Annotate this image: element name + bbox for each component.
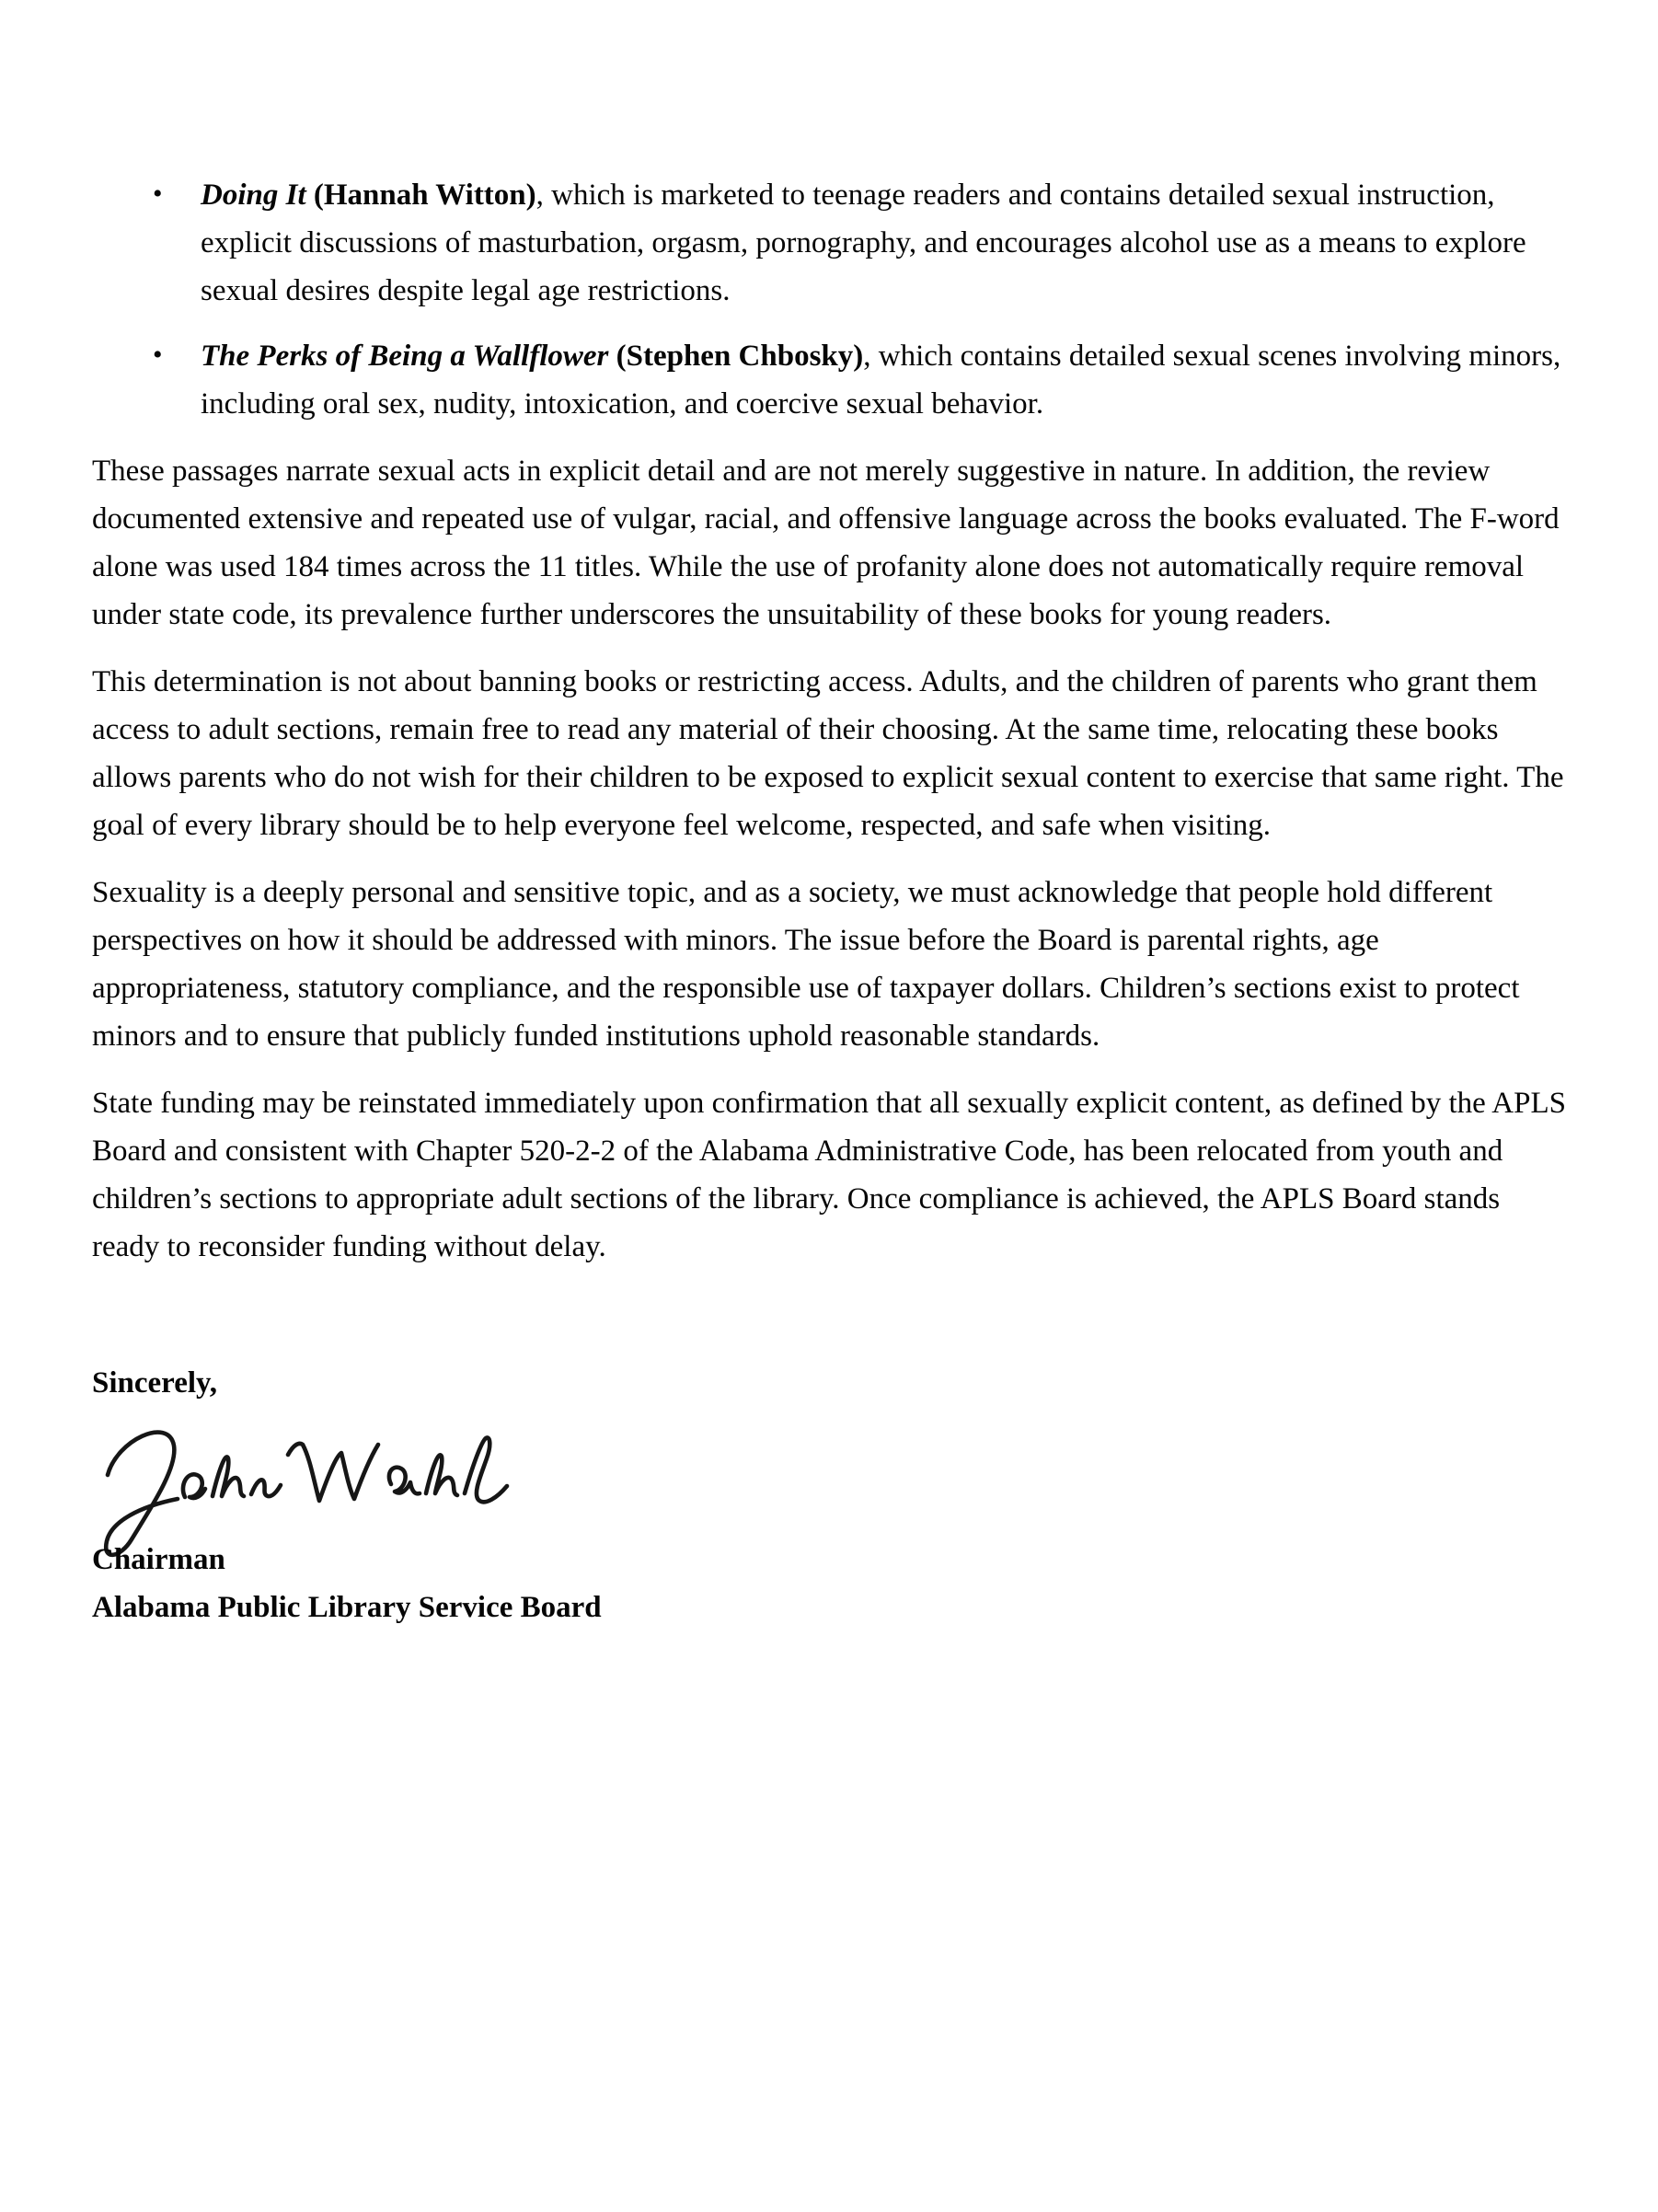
book-title: The Perks of Being a Wallflower (201, 340, 609, 373)
bullet-marker: • (153, 179, 163, 209)
signature-stroke (389, 1468, 420, 1494)
signature-stroke (213, 1457, 244, 1496)
book-description: , which is marketed to teenage readers and contains detailed sexual instruction, explicit discussions of masturbation, orgasm, pornography, and encourages alcohol use as a means to explore sexual desires despite legal age restrictions. (201, 179, 1526, 307)
list-item (92, 171, 1573, 315)
signature-stroke (426, 1455, 457, 1495)
book-entry (201, 179, 1526, 307)
book-list (92, 171, 1573, 428)
list-item (92, 332, 1573, 428)
book-author: (Stephen Chbosky) (608, 340, 864, 373)
signature-stroke (251, 1480, 281, 1496)
body-paragraph: Sexuality is a deeply personal and sensitive topic, and as a society, we must acknowledge that people hold different perspectives on how it should be addressed with minors. The issue before the Board is parental rights, age appropriateness, statutory compliance, and the responsible use of taxpayer dollars. Children’s sections exist to protect minors and to ensure that publicly funded institutions uphold reasonable standards. (92, 876, 1520, 1053)
body-paragraph: This determination is not about banning books or restricting access. Adults, and the children of parents who grant them access to adult sections, remain free to read any material of their choosing. At the same time, relocating these books allows parents who do not wish for their children to be exposed to explicit sexual content to exercise that same right. The goal of every library should be to help everyone feel welcome, respected, and safe when visiting. (92, 665, 1564, 842)
signature-stroke (465, 1438, 507, 1503)
signer-title: Chairman (92, 1543, 225, 1576)
book-description: , which contains detailed sexual scenes involving minors, including oral sex, nudity, intoxication, and coercive sexual behavior. (201, 340, 1561, 421)
body-paragraph: These passages narrate sexual acts in explicit detail and are not merely suggestive in nature. In addition, the review documented extensive and repeated use of vulgar, racial, and offensive language across the books evaluated. The F-word alone was used 184 times across the 11 titles. While the use of profanity alone does not automatically require removal under state code, its prevalence further underscores the unsuitability of these books for young readers. (92, 455, 1560, 631)
signature-stroke (183, 1474, 205, 1498)
book-entry (201, 340, 1560, 421)
bullet-marker: • (153, 340, 163, 370)
signature-stroke (288, 1444, 378, 1501)
book-title: Doing It (201, 179, 306, 212)
signer-organization: Alabama Public Library Service Board (92, 1591, 602, 1624)
book-author: (Hannah Witton) (305, 179, 536, 212)
body-paragraph: State funding may be reinstated immediately upon confirmation that all sexually explicit content, as defined by the APLS Board and consistent with Chapter 520-2-2 of the Alabama Administrative Code, has been relocated from youth and children’s sections to appropriate adult sections of the library. Once compliance is achieved, the APLS Board stands ready to reconsider funding without delay. (92, 1087, 1566, 1263)
closing-salutation: Sincerely, (92, 1366, 217, 1400)
